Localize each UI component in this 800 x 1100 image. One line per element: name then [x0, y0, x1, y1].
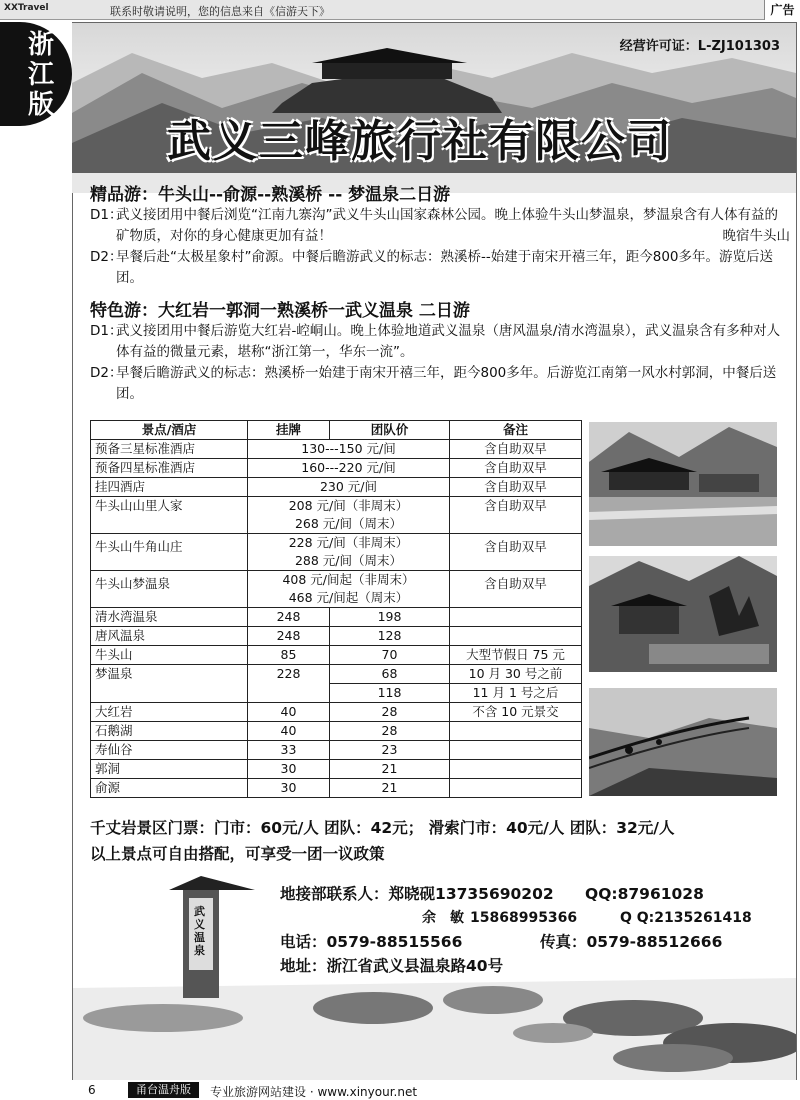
- photo-suspension-bridge: [589, 688, 777, 796]
- tour-featured-day1: [90, 321, 790, 363]
- hotel-price-pair: [248, 571, 450, 608]
- page-footer: [0, 1081, 800, 1100]
- spot-list-price: 40: [248, 722, 330, 741]
- spot-name: 唐风温泉: [91, 627, 248, 646]
- day2-text: 早餐后赴“太极星象村”俞源。中餐后瞻游武义的标志：熟溪桥--始建于南宋开禧三年，距今800多年。游览后送团。: [116, 249, 773, 286]
- hotel-price: 208 元/间（非周末）: [288, 498, 409, 513]
- spot-note: [450, 608, 582, 627]
- spot-name: 郭洞: [91, 760, 248, 779]
- hotel-price-weekend: 288 元/间（周末）: [294, 553, 403, 568]
- contact-row-1: [280, 882, 752, 906]
- spot-name: 大红岩: [91, 703, 248, 722]
- hotel-note: 含自助双早: [450, 497, 582, 534]
- hotel-note: 含自助双早: [450, 534, 582, 571]
- page-number: 6: [88, 1083, 96, 1097]
- day2-label: D2：: [90, 249, 123, 265]
- spot-team-price: 198: [330, 608, 450, 627]
- hotel-price: 408 元/间起（非周末）: [282, 572, 415, 587]
- spot-team-price: 28: [330, 703, 450, 722]
- day1-text: 武义接团用中餐后游览大红岩-崆峒山。晚上体验地道武义温泉（唐风温泉/清水湾温泉），武义温泉含有多种对人体有益的微量元素，堪称“浙江第一，华东一流”。: [116, 323, 781, 360]
- spot-note: [450, 779, 582, 798]
- day1-label: D1：: [90, 207, 123, 223]
- header-cell: 备注: [450, 421, 582, 440]
- hotel-price-pair: [248, 534, 450, 571]
- spot-name: 俞源: [91, 779, 248, 798]
- province-label: 浙江版: [28, 30, 55, 120]
- website-link[interactable]: 专业旅游网站建设 · www.xinyour.net: [210, 1085, 418, 1099]
- statue-photo-image: [589, 556, 777, 672]
- spot-note: 不含 10 元景交: [450, 703, 582, 722]
- spot-name: 寿仙谷: [91, 741, 248, 760]
- publication-logo: XXTravel: [4, 3, 49, 13]
- spot-team-price: 21: [330, 760, 450, 779]
- license-number: 经营许可证：L-ZJ101303: [619, 39, 780, 54]
- contact-address: 地址：浙江省武义县温泉路40号: [280, 957, 504, 975]
- hotel-name: 挂四酒店: [91, 478, 248, 497]
- hotel-price: 160---220 元/间: [248, 459, 450, 478]
- table-row: [91, 760, 582, 779]
- spot-team-price: 118: [330, 684, 450, 703]
- ticket-line-2: 以上景点可自由搭配，可享受一团一议政策: [90, 845, 385, 863]
- spot-name: 牛头山: [91, 646, 248, 665]
- day1-stay: 晚宿牛头山: [722, 228, 790, 244]
- header-cell: 挂牌: [248, 421, 330, 440]
- day1-text: 武义接团用中餐后浏览“江南九寨沟”武义牛头山国家森林公园。晚上体验牛头山梦温泉，梦温泉含有人体有益的矿物质，对你的身心健康更加有益！: [116, 207, 778, 244]
- header-cell: 团队价: [330, 421, 450, 440]
- spot-note: [450, 722, 582, 741]
- ad-label: 广告: [764, 0, 800, 20]
- spot-note: [450, 741, 582, 760]
- spot-team-price: 128: [330, 627, 450, 646]
- table-row: [91, 779, 582, 798]
- spot-list-price: 248: [248, 608, 330, 627]
- table-row: [91, 478, 582, 497]
- spot-note: [450, 760, 582, 779]
- spot-name: 清水湾温泉: [91, 608, 248, 627]
- day1-label: D1：: [90, 323, 123, 339]
- ticket-line-1: 千丈岩景区门票：门市：60元/人 团队：42元； 滑索门市：40元/人 团队：32元/人: [90, 819, 675, 837]
- hotel-note: 含自助双早: [450, 459, 582, 478]
- contact-row-4: [280, 954, 752, 978]
- table-row: [91, 646, 582, 665]
- hotel-price-pair: [248, 497, 450, 534]
- spot-name: 石鹅湖: [91, 722, 248, 741]
- hotel-note: 含自助双早: [450, 478, 582, 497]
- tour-featured-title: 特色游：大红岩一郭洞一熟溪桥一武义温泉 二日游: [90, 301, 470, 321]
- contact-row-2: [280, 906, 752, 930]
- sign-text: 武义温泉: [194, 905, 205, 957]
- day2-text: 早餐后瞻游武义的标志：熟溪桥一始建于南宋开禧三年，距今800多年。后游览江南第一风水村郭洞，中餐后送团。: [116, 365, 777, 402]
- tour-premium-day1: [90, 205, 790, 247]
- spot-name: 梦温泉: [91, 665, 248, 703]
- table-row: [91, 459, 582, 478]
- contact-phone-2: 15868995366: [470, 910, 578, 926]
- contact-name-1: 郑晓砚: [388, 885, 436, 903]
- tour-featured-day2: [90, 363, 790, 405]
- hotel-price: 130---150 元/间: [248, 440, 450, 459]
- table-row: [91, 741, 582, 760]
- tour-featured: [90, 296, 790, 405]
- spot-team-price: 70: [330, 646, 450, 665]
- table-row: [91, 534, 582, 571]
- pavilion-photo-image: [589, 422, 777, 546]
- table-row: [91, 722, 582, 741]
- spot-list-price: 33: [248, 741, 330, 760]
- spot-team-price: 68: [330, 665, 450, 684]
- table-row: [91, 497, 582, 534]
- spot-list-price: 30: [248, 760, 330, 779]
- top-bar: [0, 0, 800, 20]
- photo-statue-plaza: [589, 556, 777, 672]
- day2-label: D2：: [90, 365, 123, 381]
- bridge-photo-image: [589, 688, 777, 796]
- spot-team-price: 23: [330, 741, 450, 760]
- hotel-price-weekend: 468 元/间起（周末）: [288, 590, 409, 605]
- table-row: [91, 571, 582, 608]
- spot-team-price: 21: [330, 779, 450, 798]
- hotel-price: 228 元/间（非周末）: [288, 535, 409, 550]
- spot-note: [450, 627, 582, 646]
- contact-qq-2: Q Q:2135261418: [620, 910, 752, 926]
- contact-qq-1: QQ:87961028: [585, 885, 704, 903]
- spot-list-price: 228: [248, 665, 330, 703]
- spot-team-price: 28: [330, 722, 450, 741]
- hotel-name: 预备三星标准酒店: [91, 440, 248, 459]
- table-row: [91, 440, 582, 459]
- table-row: [91, 665, 582, 684]
- hotel-name: 牛头山牛角山庄: [91, 534, 248, 571]
- spot-note: 大型节假日 75 元: [450, 646, 582, 665]
- table-row: [91, 608, 582, 627]
- tour-premium-title: 精品游：牛头山--俞源--熟溪桥 -- 梦温泉二日游: [90, 185, 451, 205]
- hotel-name: 预备四星标准酒店: [91, 459, 248, 478]
- province-tab: [0, 22, 72, 126]
- contact-phone-1: 13735690202: [435, 885, 554, 903]
- contact-block: [280, 882, 752, 978]
- contact-fax: 传真：0579-88512666: [540, 933, 723, 951]
- spot-note: 11 月 1 号之后: [450, 684, 582, 703]
- header-cell: 景点/酒店: [91, 421, 248, 440]
- price-table: [90, 420, 582, 798]
- tour-premium-day2: [90, 247, 790, 289]
- contact-row-3: [280, 930, 752, 954]
- contact-tel: 电话：0579-88515566: [280, 933, 463, 951]
- hotel-name: 牛头山山里人家: [91, 497, 248, 534]
- table-header-row: [91, 421, 582, 440]
- hotel-price: 230 元/间: [248, 478, 450, 497]
- edition-tag: 甬台温舟版: [128, 1082, 199, 1098]
- source-note: 联系时敬请说明，您的信息来自《信游天下》: [110, 5, 330, 18]
- spot-note: 10 月 30 号之前: [450, 665, 582, 684]
- table-row: [91, 627, 582, 646]
- spot-list-price: 30: [248, 779, 330, 798]
- table-row: [91, 703, 582, 722]
- hotel-note: 含自助双早: [450, 571, 582, 608]
- spot-list-price: 85: [248, 646, 330, 665]
- hotel-name: 牛头山梦温泉: [91, 571, 248, 608]
- hotel-note: 含自助双早: [450, 440, 582, 459]
- company-title: 武义三峰旅行社有限公司: [167, 116, 673, 167]
- hotel-price-weekend: 268 元/间（周末）: [294, 516, 403, 531]
- photo-pavilion-lake: [589, 422, 777, 546]
- spot-list-price: 40: [248, 703, 330, 722]
- ticket-info: [90, 815, 674, 867]
- tour-premium: [90, 180, 790, 289]
- hero-banner: [72, 23, 796, 193]
- spot-list-price: 248: [248, 627, 330, 646]
- contact-name-2: 余 敏: [422, 910, 464, 926]
- contact-label: 地接部联系人：: [280, 885, 389, 903]
